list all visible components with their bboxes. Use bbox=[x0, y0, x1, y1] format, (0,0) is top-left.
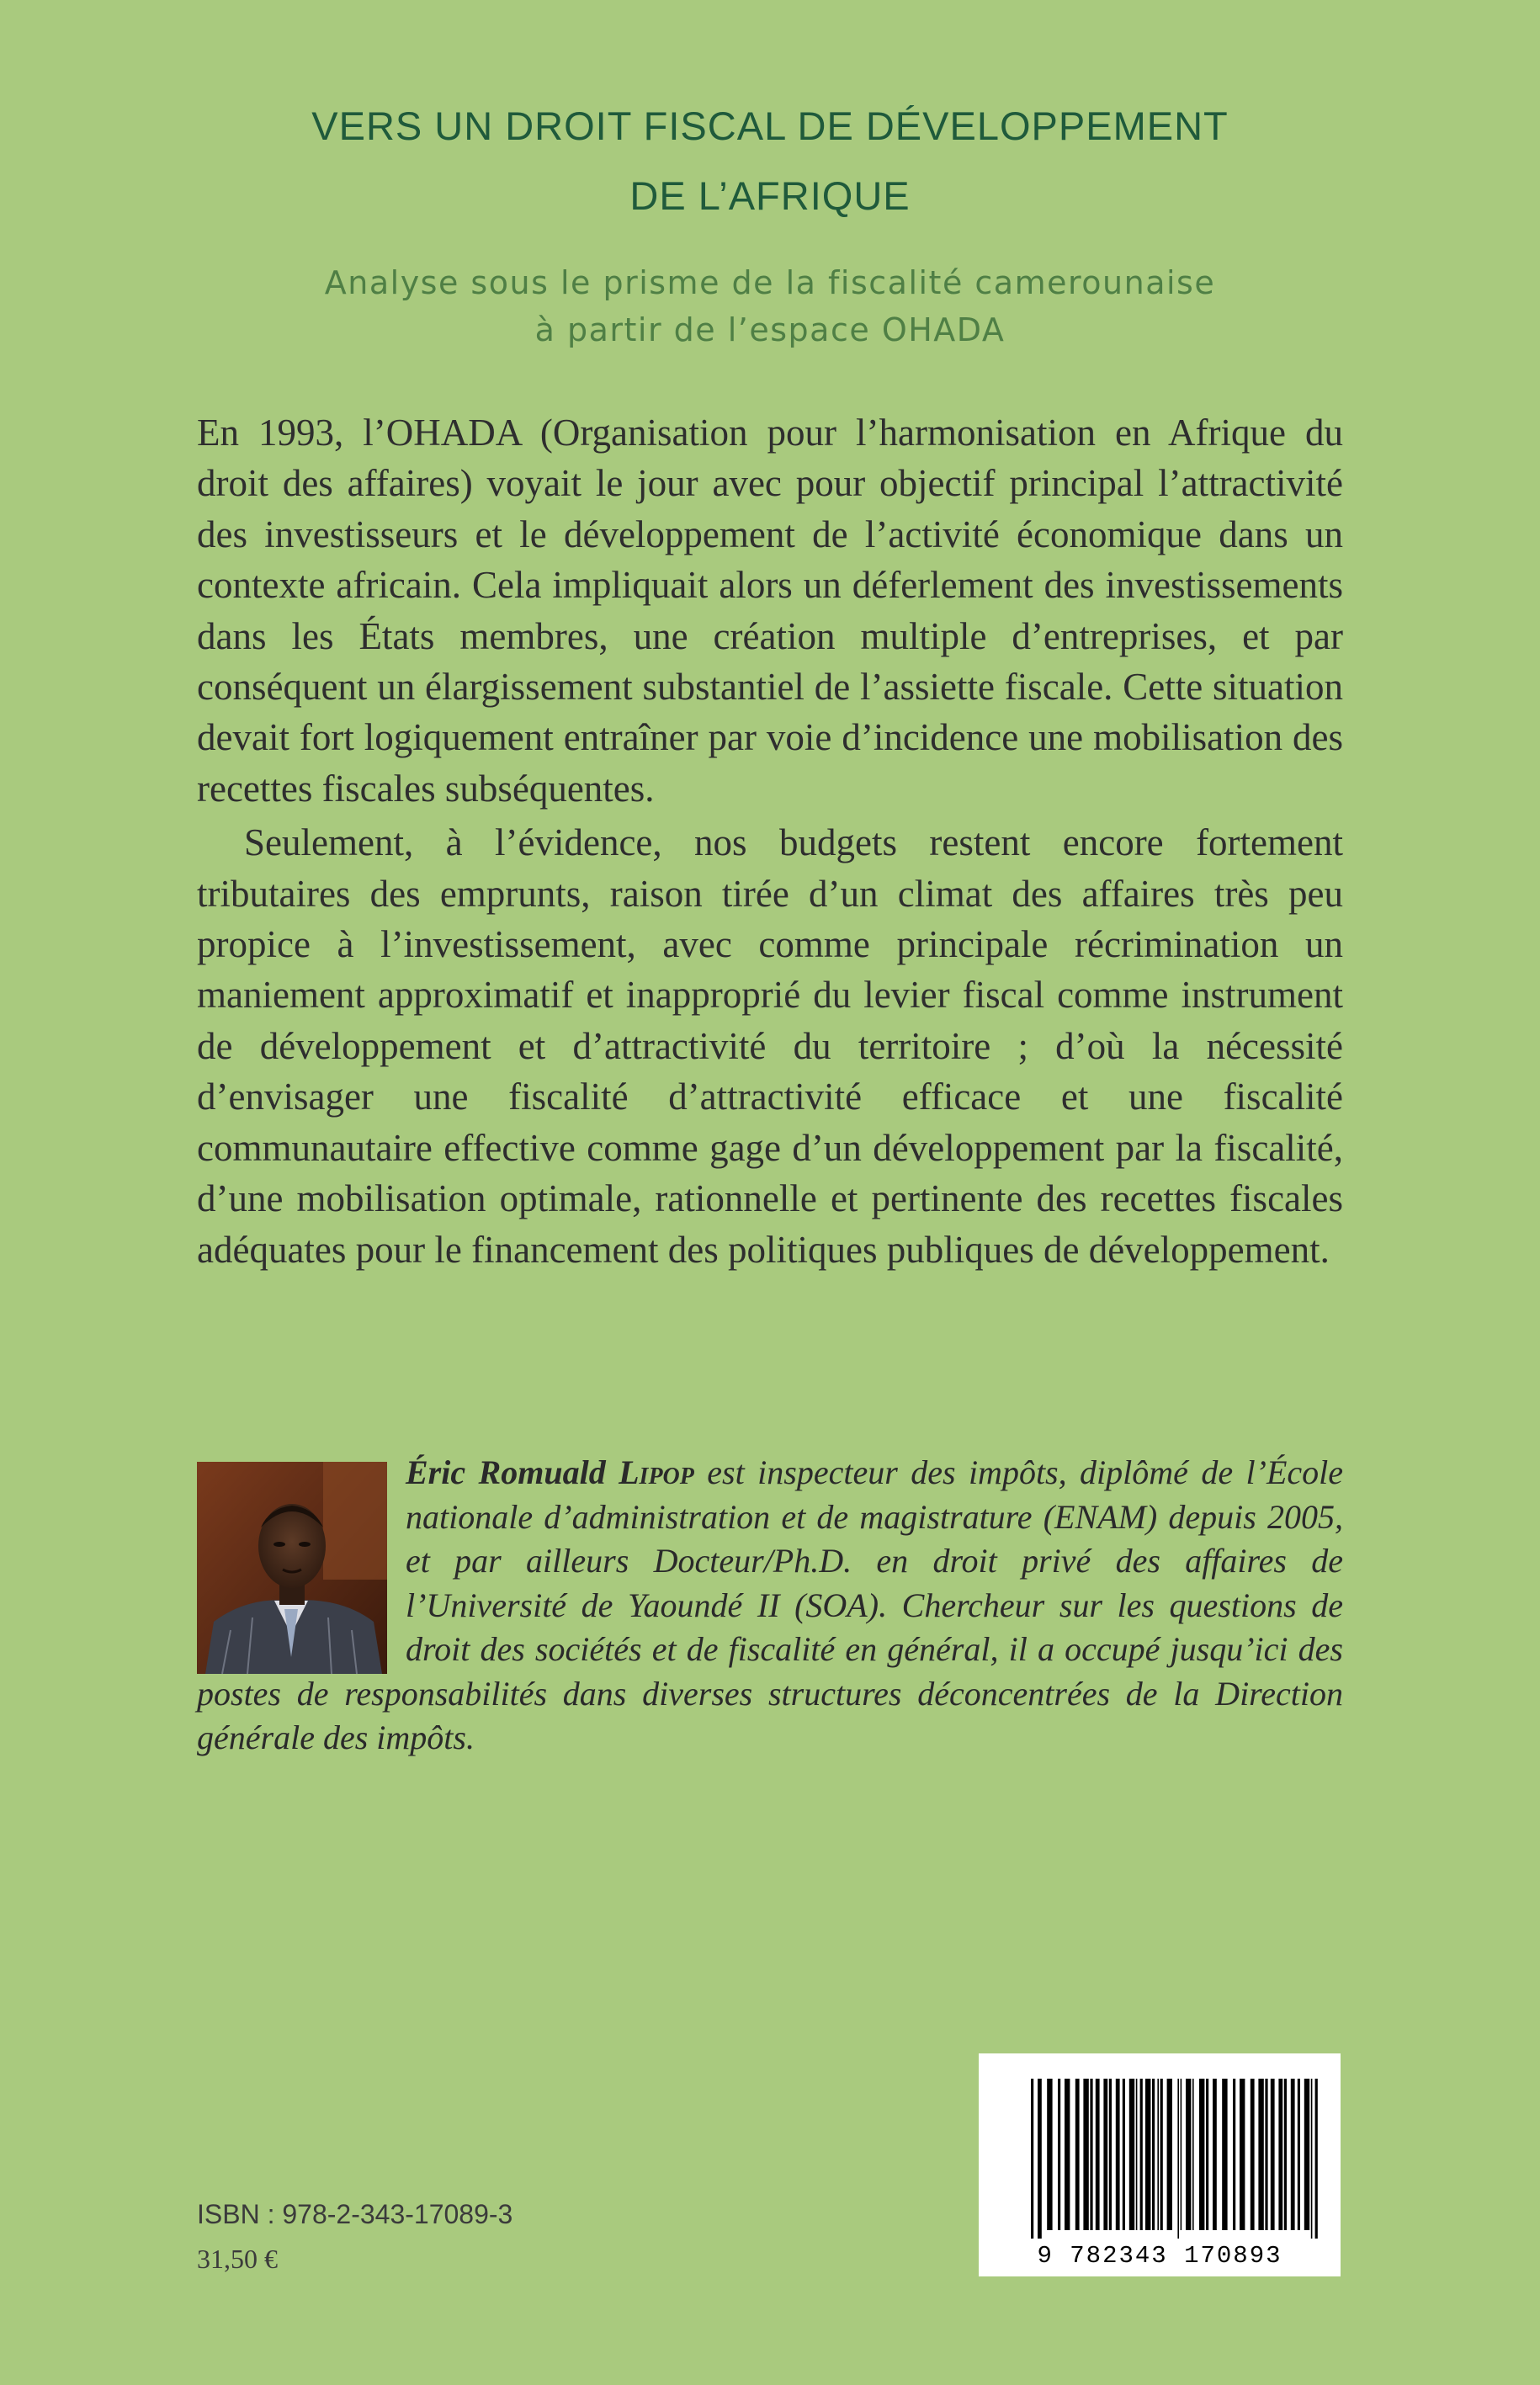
barcode-bar bbox=[1271, 2079, 1275, 2230]
barcode-bar bbox=[1284, 2079, 1287, 2230]
barcode-bar bbox=[1181, 2079, 1182, 2230]
subtitle-line-2: à partir de l’espace OHADA bbox=[534, 311, 1006, 348]
book-subtitle bbox=[168, 259, 1372, 353]
barcode-bar bbox=[1265, 2079, 1267, 2230]
blurb-paragraph-2: Seulement, à l’évidence, nos budgets restent encore fortement tributaires des emprunts, raison tirée d’un climat des affaires très peu propice à l’investissement, avec comme principale récrimination un maniement approximatif et inapproprié du levier fiscal comme instrument de développement et d’attractivité du territoire ; d’où la nécessité d’envisager une fiscalité d’attractivité efficace et une fiscalité communautaire effective comme gage d’un développement par la fiscalité, d’une mobilisation optimale, rationnelle et pertinente des recettes fiscales adéquates pour le financement des politiques publiques de développement. bbox=[197, 821, 1343, 1271]
barcode-bar bbox=[1157, 2079, 1159, 2230]
blurb-paragraph-1: En 1993, l’OHADA (Organisation pour l’harmonisation en Afrique du droit des affaires) voyait le jour avec pour objectif principal l’attractivité des investisseurs et le développement de l’activité économique dans un contexte africain. Cela impliquait alors un déferlement des investissements dans les États membres, une création multiple d’entreprises, et par conséquent un élargissement substantiel de l’assiette fiscale. Cette situation devait fort logiquement entraîner par voie d’incidence une mobilisation des recettes fiscales subséquentes. bbox=[197, 412, 1343, 810]
barcode-bar bbox=[1123, 2079, 1125, 2230]
barcode-bar bbox=[1031, 2079, 1033, 2239]
barcode-bar bbox=[1058, 2079, 1060, 2230]
barcode-digits: 9 782343 170893 bbox=[1037, 2242, 1282, 2270]
barcode-bar bbox=[1109, 2079, 1112, 2230]
price: 31,50 € bbox=[197, 2244, 278, 2274]
barcode-bars bbox=[979, 2053, 1341, 2276]
barcode-bar bbox=[1186, 2079, 1191, 2230]
book-title bbox=[168, 91, 1372, 231]
barcode-bar bbox=[1278, 2079, 1282, 2230]
author-photo bbox=[197, 1462, 387, 1674]
barcode-bar bbox=[1116, 2079, 1120, 2230]
barcode-bar bbox=[1140, 2079, 1143, 2230]
barcode-bar bbox=[1251, 2079, 1255, 2230]
barcode-bar bbox=[1233, 2079, 1235, 2230]
barcode-bar bbox=[1311, 2079, 1313, 2239]
barcode-bar bbox=[1152, 2079, 1155, 2230]
barcode-bar bbox=[1315, 2079, 1318, 2239]
barcode-bar bbox=[1160, 2079, 1163, 2230]
author-surname: Lipop bbox=[619, 1453, 694, 1491]
author-bio-text: est inspecteur des impôts, diplômé de l’École nationale d’administration et de magistrature (ENAM) depuis 2005, et par ailleurs Docteur/Ph.D. en droit privé des affaires de l’Université de Yaoundé II (SOA). Chercheur sur les questions de droit des sociétés et de fiscalité en général, il a occupé jusqu’ici des postes de responsabilités dans diverses structures déconcentrées de la Direction générale des impôts. bbox=[197, 1453, 1343, 1756]
blurb bbox=[197, 407, 1343, 1275]
barcode-bar bbox=[1291, 2079, 1295, 2230]
barcode-bar bbox=[1047, 2079, 1052, 2230]
barcode-bar bbox=[1145, 2079, 1150, 2230]
barcode-bar bbox=[1075, 2079, 1080, 2230]
barcode-bar bbox=[1083, 2079, 1088, 2230]
barcode-bar bbox=[1199, 2079, 1204, 2230]
barcode-bar bbox=[1096, 2079, 1100, 2230]
barcode-bar bbox=[1213, 2079, 1217, 2230]
isbn: ISBN : 978-2-343-17089-3 bbox=[197, 2199, 513, 2229]
barcode-bar bbox=[1103, 2079, 1107, 2230]
barcode-bar bbox=[1136, 2079, 1138, 2230]
barcode-bar bbox=[1065, 2079, 1070, 2230]
title-line-2: DE L’AFRIQUE bbox=[629, 173, 911, 218]
barcode-bar bbox=[1129, 2079, 1134, 2230]
barcode-bar bbox=[1177, 2079, 1179, 2239]
barcode-bar bbox=[1206, 2079, 1208, 2230]
barcode-bar bbox=[1090, 2079, 1092, 2230]
barcode-bar bbox=[1298, 2079, 1300, 2230]
barcode-bar bbox=[1192, 2079, 1194, 2230]
barcode-bar bbox=[1167, 2079, 1172, 2230]
author-first-names: Éric Romuald bbox=[406, 1453, 606, 1491]
title-line-1: VERS UN DROIT FISCAL DE DÉVELOPPEMENT bbox=[311, 104, 1229, 148]
barcode bbox=[979, 2053, 1341, 2276]
barcode-bar bbox=[1240, 2079, 1245, 2230]
subtitle-line-1: Analyse sous le prisme de la fiscalité camerounaise bbox=[324, 264, 1216, 301]
barcode-bar bbox=[1258, 2079, 1263, 2230]
barcode-bar bbox=[1304, 2079, 1309, 2230]
barcode-bar bbox=[1222, 2079, 1227, 2230]
barcode-bar bbox=[1038, 2079, 1042, 2239]
